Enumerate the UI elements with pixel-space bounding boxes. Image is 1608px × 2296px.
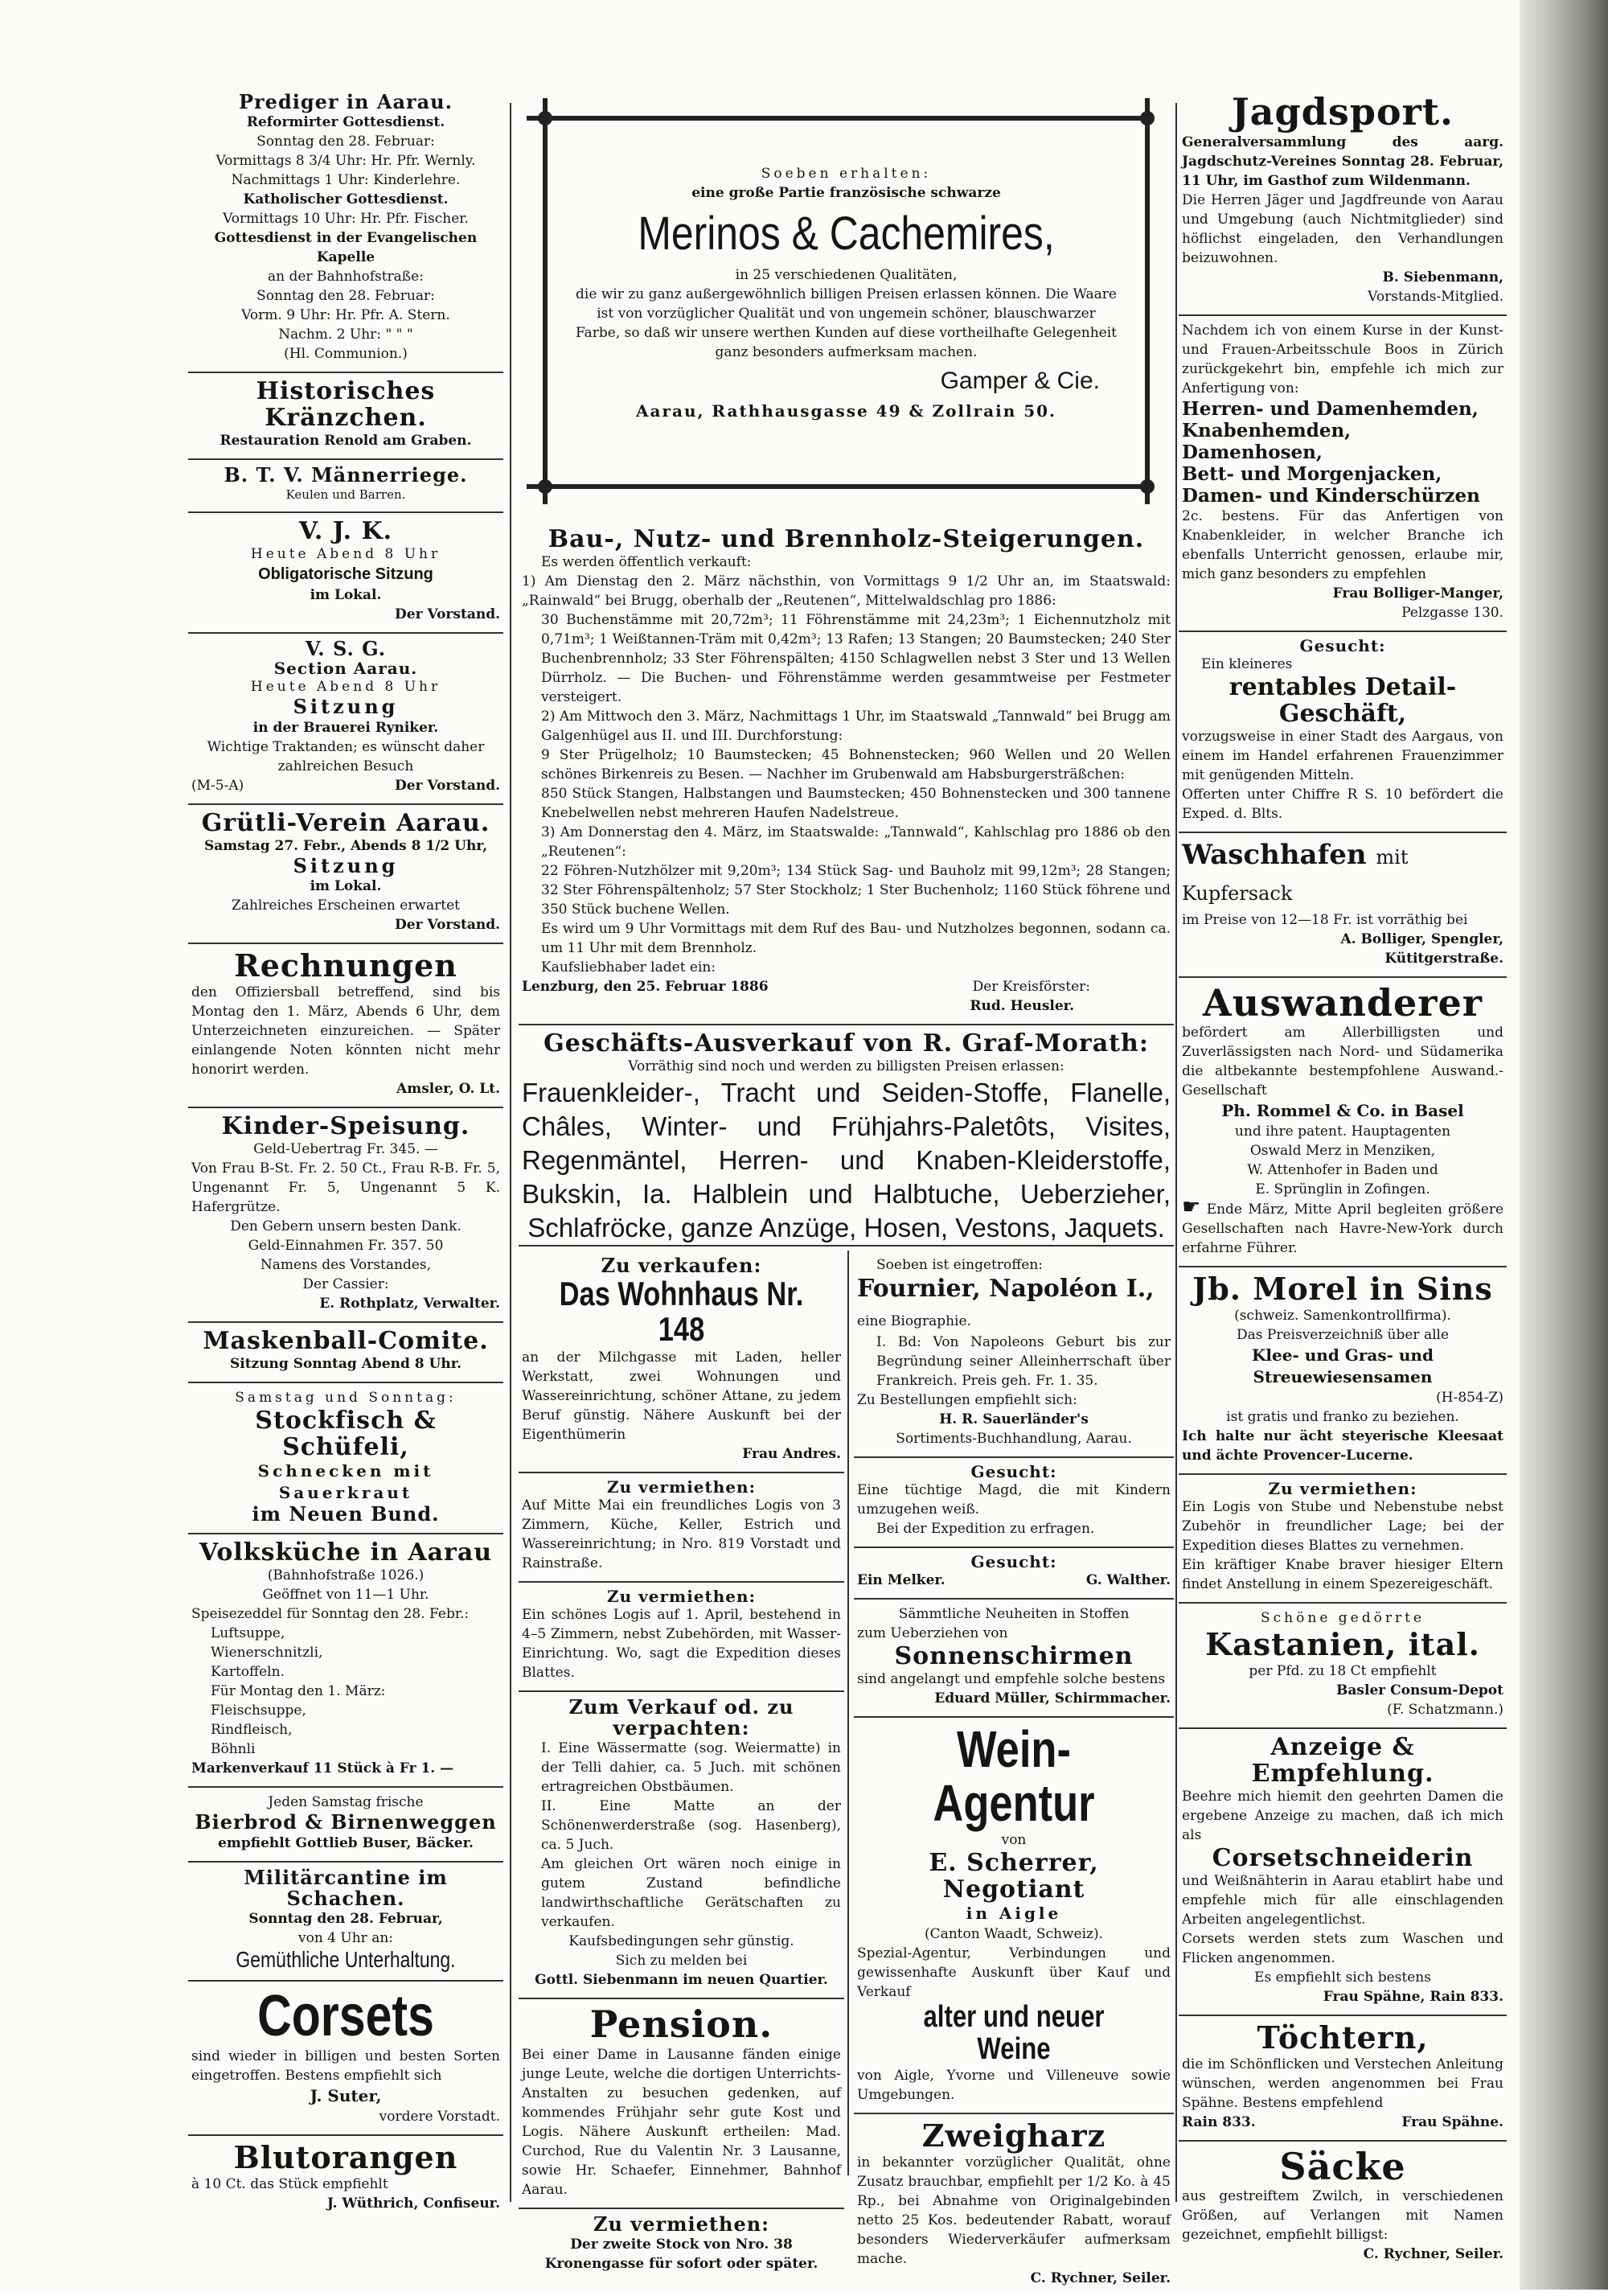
- ad-corsets: [188, 1982, 503, 2137]
- ad-reference: (H-854-Z): [1436, 1389, 1503, 1406]
- ad-text: 30 Buchenstämme mit 20,72m³; 11 Föhrenstämme mit 24,23m³; 1 Eichennutzholz mit 0,71m³; 1 Weißtannen-Träm mit 0,42m³; 13 Rafen; 13 Stangen; 20 Baumstecken; 240 Ster Buchenbrennholz; 33 Ster Föhrenspälten; 4150 Schlagwellen nebst 3 Ster und 13 Wellen Dürrholz. — Die Buchen- und Föhrenstämme werden gesammtweise per Festmeter versteigert.: [541, 612, 1171, 705]
- ad-heading: Zum Verkauf od. zu verpachten:: [568, 1694, 794, 1739]
- ad-line: von: [1001, 1832, 1027, 1849]
- ad-signature: Pelzgasse 130.: [1401, 604, 1503, 621]
- ad-pension: [519, 1999, 844, 2209]
- ad-text: die im Schönflicken und Verstechen Anleitung wünschen, werden angenommen bei Frau Spähne. Bestens empfehlend: [1182, 2056, 1503, 2111]
- ad-magd: [854, 1458, 1174, 1548]
- ad-title: B. T. V. Männerriege.: [224, 463, 468, 487]
- ad-line: Namens des Vorstandes,: [260, 1256, 432, 1273]
- ad-zweiter-stock: [519, 2209, 844, 2282]
- ad-title: Historisches Kränzchen.: [256, 377, 436, 433]
- ad-highlight: alter und neuer Weine: [923, 2000, 1105, 2067]
- ad-title: Jagdsport.: [1231, 90, 1454, 133]
- ad-signature: Frau Andres.: [742, 1445, 841, 1462]
- ad-text: Beehre mich hiemit den geehrten Damen die ergebene Anzeige zu machen, daß ich mich als: [1182, 1788, 1503, 1843]
- ad-line: E. Sprünglin in Zofingen.: [1255, 1181, 1430, 1198]
- ad-title: Merinos & Cachemires,: [638, 207, 1055, 260]
- ad-vermiethen-knabe: [1179, 1475, 1507, 1604]
- ad-line: (schweiz. Samenkontrollfirma).: [1234, 1307, 1451, 1324]
- column-left: [188, 87, 503, 2221]
- ad-bierbrod: [188, 1788, 503, 1862]
- ad-text: 2) Am Mittwoch den 3. März, Nachmittags 1 Uhr, im Staatswald „Tannwald“ bei Brugg am Galgenhügel aus II. und III. Durchforstung:: [541, 709, 1171, 744]
- ad-blutorangen: [188, 2136, 503, 2221]
- ad-signature: Der Vorstand.: [395, 916, 500, 933]
- ad-line: Soeben erhalten:: [761, 166, 932, 182]
- ad-title: Waschhafen: [1182, 838, 1367, 871]
- ad-title: Töchtern,: [1257, 2019, 1429, 2056]
- ad-text: und Weißnähterin in Aarau etablirt habe und empfehle mich für alle einschlagenden Arbeiten angelegentlichst.: [1182, 1872, 1503, 1928]
- ad-title: Corsets: [257, 1983, 434, 2048]
- ad-subtitle: Keulen und Barren.: [285, 487, 406, 502]
- ad-title: Stockfisch & Schüfeli,: [255, 1406, 437, 1461]
- ad-line: Samstag und Sonntag:: [235, 1389, 457, 1406]
- ad-text: Spezial-Agentur, Verbindungen und gewissenhafte Auskunft über Kauf und Verkauf: [857, 1945, 1171, 2001]
- menu-item: Kartoffeln.: [211, 1664, 285, 1681]
- column-rule-right: [1175, 103, 1177, 2202]
- ad-toechtern: [1179, 2016, 1507, 2142]
- ad-sonnenschirme: [854, 1600, 1174, 1718]
- ad-service: Knabenhemden,: [1182, 419, 1352, 442]
- ad-title: Volksküche in Aarau: [199, 1538, 493, 1567]
- frame-bar: [543, 98, 548, 504]
- ad-text: Ein Logis von Stube und Nebenstube nebst Zubehör in freundlicher Lage; bei der Expedition dieses Blattes zu vernehmen.: [1182, 1498, 1503, 1554]
- ad-text: à 10 Ct. das Stück empfiehlt: [191, 2176, 388, 2193]
- frame-knot: [1140, 479, 1155, 494]
- ad-signature: H. R. Sauerländer's: [939, 1411, 1089, 1427]
- ad-line: ist gratis und franko zu beziehen.: [1226, 1408, 1459, 1425]
- ad-line: Sonntag den 28. Februar:: [256, 288, 435, 305]
- ad-signature: Frau Spähne.: [1401, 2113, 1503, 2130]
- ad-prediger: [188, 87, 503, 373]
- ad-text: I. Bd: Von Napoleons Geburt bis zur Begründung seiner Alleinherrschaft über Frankreich. Preis geh. Fr. 1. 35.: [876, 1334, 1171, 1389]
- frame-bar: [1145, 98, 1150, 504]
- ad-subtitle: Sitzung Sonntag Abend 8 Uhr.: [229, 1355, 462, 1372]
- ad-line: Sich zu melden bei: [615, 1953, 748, 1969]
- ad-merinos-frame: [527, 92, 1166, 510]
- ad-signature: Gottl. Siebenmann im neuen Quartier.: [535, 1972, 828, 1989]
- ad-text: Ende März, Mitte April begleiten größere Gesellschaften nach Havre-New-York durch erfahrne Führer.: [1182, 1201, 1504, 1257]
- ad-highlight: Corsetschneiderin: [1212, 1843, 1474, 1872]
- ad-line: Nachm. 2 Uhr: " " ": [278, 327, 413, 343]
- ad-heading: Gesucht:: [1299, 635, 1386, 655]
- column-rule-middle: [847, 1251, 849, 2175]
- ad-line: in der Brauerei Ryniker.: [252, 719, 439, 736]
- ad-line: in 25 verschiedenen Qualitäten,: [735, 267, 958, 283]
- frame-knot: [1140, 111, 1155, 125]
- ad-text: II. Eine Matte an der Schönenwerderstraße (sog. Hasenberg), ca. 5 Juch.: [541, 1798, 841, 1854]
- ad-text: 9 Ster Prügelholz; 10 Baumstecken; 45 Bohnenstecken; 960 Wellen und 20 Wellen schönes Birkenreis zu Besen. — Nachher im Grubenwald am Habsburgersträßchen:: [541, 747, 1171, 782]
- ad-line: Für Montag den 1. März:: [211, 1683, 386, 1700]
- ad-line: und ihre patent. Hauptagenten: [1234, 1123, 1451, 1140]
- ad-title: Zweigharz: [921, 2117, 1106, 2154]
- menu-item: Wienerschnitzli,: [211, 1645, 323, 1661]
- ad-text: Es wird um 9 Uhr Vormittags mit dem Ruf des Bau- und Nutzholzes begonnen, sodann ca. um 11 Uhr mit dem Brennholz.: [541, 921, 1171, 956]
- ad-signature: G. Walther.: [1085, 1572, 1171, 1588]
- ad-heading: Gesucht:: [970, 1462, 1057, 1481]
- frame-knot: [538, 111, 552, 125]
- pointing-hand-icon: ☛: [1182, 1195, 1201, 1220]
- ad-kastanien: [1179, 1604, 1507, 1729]
- ad-line: Es empfiehlt sich bestens: [1254, 1969, 1431, 1986]
- ad-text: 2c. bestens. Für das Anfertigen von Knabenkleider, in welcher Branche ich ebenfalls Unterricht genossen, erlaube mir, mich ganz besonders zu empfehlen: [1182, 507, 1503, 582]
- ad-text: Auf Mitte Mai ein freundliches Logis von 3 Zimmern, Küche, Keller, Estrich und Wassereinrichtung; in Nro. 819 Vorstadt und Rainstraße.: [522, 1497, 841, 1571]
- ad-auswanderer: [1179, 978, 1507, 1268]
- ad-detail-geschaeft: [1179, 632, 1507, 833]
- ad-signature: J. Suter,: [310, 2086, 382, 2106]
- ad-graf-morath: [519, 1025, 1174, 1253]
- ad-line: Nachmittags 1 Uhr: Kinderlehre.: [231, 172, 461, 189]
- ad-line: Vormittags 8 3/4 Uhr: Hr. Pfr. Wernly.: [215, 153, 476, 170]
- ad-text: Ich halte nur ächt steyerische Kleesaat und ächte Provencer-Lucerne.: [1182, 1427, 1503, 1464]
- ad-line: Oswald Merz in Menziken,: [1249, 1143, 1436, 1160]
- ad-title: Jb. Morel in Sins: [1192, 1271, 1493, 1308]
- ad-line: Geöffnet von 11—1 Uhr.: [262, 1587, 429, 1604]
- ad-text: Am gleichen Ort wären noch einige in gutem Zustand befindliche landwirthschaftliche Gerätschaften zu verkaufen.: [541, 1856, 841, 1931]
- ad-line: Den Gebern unsern besten Dank.: [230, 1218, 461, 1234]
- ad-line: in Aigle: [966, 1904, 1062, 1924]
- ad-text: aus gestreiftem Zwilch, in verschiedenen Größen, auf Verlangen mit Namen gezeichnet, empfiehlt billigst:: [1182, 2188, 1503, 2244]
- ad-vsg: [188, 634, 503, 805]
- ad-title: Grütli-Verein Aarau.: [201, 808, 490, 837]
- ad-title: Sonnenschirmen: [894, 1642, 1134, 1670]
- ad-signature: Der Vorstand.: [395, 777, 500, 794]
- ad-saecke: [1179, 2142, 1507, 2273]
- ad-title: Prediger in Aarau.: [238, 90, 453, 113]
- ad-text: den Offiziersball betreffend, sind bis Montag den 1. März, Abends 6 Uhr, dem Unterzeichneten einzureichen. — Später einlangende Noten könnten nicht mehr honorirt werden.: [191, 984, 500, 1078]
- ad-title-tail: mit Kupfersack: [1182, 845, 1409, 905]
- ad-title: Wein-Agentur: [933, 1720, 1095, 1833]
- ad-heading: Gesucht:: [970, 1552, 1057, 1571]
- ad-line: Sitzung: [293, 695, 399, 719]
- ad-text: 22 Föhren-Nutzhölzer mit 9,20m³; 134 Stück Sag- und Bauholz mit 99,12m³; 28 Stangen; 32 Ster Föhrenspältenholz; 57 Ster Stockholz; 1 Ster Buchenholz; 1160 Stück föhrene und 350 Stück buchene Wellen.: [541, 863, 1171, 918]
- ad-text: Frauenkleider-, Tracht und Seiden-Stoffe, Flanelle, Châles, Winter- und Frühjahrs-Paletôts, Visites, Regenmäntel, Herren- und Knaben-Kleiderstoffe, Bukskin, Ia. Halblein und Halbtuche, Ueberzieher, Schlafröcke, ganze Anzüge, Hosen, Vestons, Jaquets.: [522, 1078, 1171, 1242]
- book-binding-edge: [1520, 0, 1608, 2290]
- ad-line: Jeden Samstag frische: [268, 1794, 424, 1811]
- ad-title: Säcke: [1279, 2144, 1406, 2188]
- ad-product: Klee- und Gras- und Streuewiesensamen: [1252, 1345, 1434, 1386]
- ad-heading: Zu verkaufen:: [601, 1254, 762, 1277]
- ad-title: V. S. G.: [305, 636, 387, 660]
- ad-heading: Zu vermiethen:: [607, 1586, 756, 1606]
- ad-zweigharz: [854, 2114, 1174, 2296]
- ad-text: an der Milchgasse mit Laden, heller Werkstatt, zwei Wohnungen und Wassereinrichtung, schöner Attane, zu jedem Beruf günstig. Nähere Auskunft bei der Eigenthümerin: [522, 1349, 841, 1443]
- ad-title: Kinder-Speisung.: [221, 1111, 470, 1140]
- ad-maskenball: [188, 1323, 503, 1383]
- ad-service: Herren- und Damenhemden,: [1182, 397, 1479, 420]
- ad-line: Obligatorische Sitzung: [258, 565, 433, 583]
- ad-title: Rechnungen: [234, 947, 457, 984]
- ad-heading: Zu vermiethen:: [593, 2212, 770, 2236]
- menu-item: Luftsuppe,: [211, 1625, 285, 1642]
- ad-text: I. Eine Wässermatte (sog. Weiermatte) in der Telli dahier, ca. 5 Juch. mit schönen ertragreichen Obstbäumen.: [541, 1740, 841, 1796]
- menu-item: Rindfleisch,: [211, 1722, 293, 1739]
- ad-title: Anzeige & Empfehlung.: [1251, 1732, 1434, 1788]
- ad-text: die wir zu ganz außergewöhnlich billigen Preisen erlassen können. Die Waare ist von vorzüglicher Qualität und von ungemein schöner, blauschwarzer Farbe, so daß wir unsere werthen Kunden auf diese vortheilhafte Gelegenheit ganz besonders aufmerksam machen.: [575, 286, 1118, 360]
- ad-service: Damen- und Kinderschürzen: [1182, 484, 1480, 507]
- column-middle: [519, 87, 1174, 1253]
- ad-service: Damenhosen,: [1182, 441, 1323, 463]
- ad-text: 1) Am Dienstag den 2. März nächsthin, von Vormittags 9 1/2 Uhr an, im Staatswald: „Rainwald“ bei Brugg, oberhalb der „Reutenen“, Mittelwaldschlag pro 1886:: [522, 573, 1171, 609]
- ad-gruetli: [188, 805, 503, 944]
- ad-kraenzchen: [188, 373, 503, 460]
- ad-text: 3) Am Donnerstag den 4. März, im Staatswalde: „Tannwald“, Kahlschlag pro 1886 ob den „Reutenen“:: [541, 824, 1171, 860]
- ad-line: an der Bahnhofstraße:: [268, 269, 424, 285]
- menu-item: Fleischsuppe,: [211, 1702, 306, 1719]
- ad-morel: [1179, 1267, 1507, 1475]
- ad-line: Zahlreiches Erscheinen erwartet: [232, 897, 460, 914]
- ad-signature: Rud. Heusler.: [970, 998, 1074, 1014]
- ad-text: vorzugsweise in einer Stadt des Aargaus, von einem im Handel erfahrenen Frauenzimmer mit genügenden Mitteln.: [1182, 728, 1503, 783]
- frame-bar: [527, 484, 1150, 489]
- ad-line: Der Cassier:: [302, 1275, 389, 1292]
- ad-text: Die Herren Jäger und Jagdfreunde von Aarau und Umgebung (auch Nichtmitglieder) sind höflichst eingeladen, den Verhandlungen beizuwohnen.: [1182, 191, 1503, 266]
- ad-line: Geld-Uebertrag Fr. 345. —: [253, 1140, 438, 1157]
- ad-title: Auswanderer: [1202, 980, 1483, 1025]
- ad-signature: C. Rychner, Seiler.: [1030, 2269, 1171, 2286]
- ad-text: per Pfd. zu 18 Ct empfiehlt: [1249, 1662, 1437, 1679]
- ad-text: Von Frau B-St. Fr. 2. 50 Ct., Frau R-B. Fr. 5, Ungenannt Fr. 5, Ungenannt 5 K. Hafergrütze.: [191, 1160, 500, 1215]
- menu-item: Böhnli: [211, 1741, 256, 1758]
- ad-line: Geld-Einnahmen Fr. 357. 50: [248, 1237, 444, 1254]
- ad-line: Vormittags 10 Uhr: Hr. Pfr. Fischer.: [223, 211, 469, 228]
- ad-title: Das Wohnhaus Nr. 148: [559, 1275, 804, 1349]
- ad-text: Ein Melker.: [857, 1572, 946, 1588]
- ad-line: im Neuen Bund.: [252, 1501, 440, 1526]
- ad-title: rentables Detail-Geschäft,: [1229, 672, 1457, 728]
- ad-kinder-speisung: [188, 1108, 503, 1323]
- ad-place: Rain 833.: [1182, 2113, 1256, 2130]
- column-rule-left: [510, 103, 511, 2202]
- ad-militaercantine: [188, 1863, 503, 1982]
- ad-text: befördert am Allerbilligsten und Zuverlässigsten nach Nord- und Südamerika die altbekannte bestempfohlene Auswand.-Gesellschaft: [1182, 1025, 1503, 1099]
- ad-fournier: [854, 1251, 1174, 1458]
- ad-signature: Vorstands-Mitglied.: [1368, 288, 1503, 305]
- ad-rechnungen: [188, 944, 503, 1108]
- ad-heading: Zu vermiethen:: [1268, 1478, 1417, 1498]
- ad-line: Es werden öffentlich verkauft:: [541, 554, 752, 570]
- ad-title: Fournier, Napoléon I.,: [857, 1275, 1155, 1303]
- ad-text: 850 Stück Stangen, Halbstangen und Baumstecken; 450 Bohnenstecken und 300 tannene Knebelwellen nebst mehreren Haufen Nadelstreue.: [541, 786, 1171, 821]
- ad-subtitle: Restauration Renold am Graben.: [219, 433, 472, 450]
- ad-signature: A. Bolliger, Spengler,: [1340, 930, 1503, 947]
- ad-line: Markenverkauf 11 Stück à Fr 1. —: [191, 1760, 454, 1777]
- ad-line: zum Ueberziehen von: [857, 1625, 1008, 1641]
- ad-signature: B. Siebenmann,: [1382, 269, 1503, 285]
- ad-line: Vorräthig sind noch und werden zu billigsten Preisen erlassen:: [628, 1058, 1064, 1074]
- ad-title-tail: eine Biographie.: [857, 1313, 971, 1329]
- ad-text: in bekannter vorzüglicher Qualität, ohne Zusatz brauchbar, empfiehlt per 1/2 Ko. à 45 Rp., bei Abnahme von Originalgebinden netto 25 Kos. bedeutender Rabatt, worauf besonders Wiederverkäufer aufmerksam mache.: [857, 2154, 1171, 2267]
- ad-line: Schöne gedörrte: [1261, 1609, 1425, 1626]
- ad-line: Zu Bestellungen empfiehlt sich:: [857, 1392, 1077, 1408]
- ad-stockfisch: [188, 1383, 503, 1534]
- ad-line: Heute Abend 8 Uhr: [250, 679, 441, 696]
- ad-line: W. Attenhofer in Baden und: [1247, 1162, 1438, 1179]
- ad-service: Bett- und Morgenjacken,: [1182, 462, 1442, 485]
- ad-signature: Kütitgerstraße.: [1384, 950, 1503, 967]
- ad-wohnhaus: [519, 1251, 844, 1473]
- ad-title: Militärcantine im Schachen.: [244, 1865, 448, 1910]
- ad-logis-mai: [519, 1473, 844, 1583]
- ad-line: Bei der Expedition zu erfragen.: [876, 1521, 1095, 1537]
- ad-line: (Bahnhofstraße 1026.): [267, 1567, 425, 1584]
- ad-text: sind angelangt und empfehle solche bestens: [857, 1671, 1166, 1687]
- ad-line: Vorm. 9 Uhr: Hr. Pfr. A. Stern.: [241, 307, 450, 324]
- ad-line: eine große Partie französische schwarze: [691, 185, 1001, 201]
- ad-line: Schnecken mit Sauerkraut: [257, 1460, 434, 1502]
- ad-signature: vordere Vorstadt.: [379, 2109, 500, 2126]
- ad-line: (Hl. Communion.): [284, 346, 408, 363]
- ad-text: Bei einer Dame in Lausanne fänden einige junge Leute, welche die dortigen Unterrichts-Anstalten zu besuchen gedenken, auf kommendes Frühjahr sehr gute Kost und Logis. Nähere Auskunft ertheilen: Mad. Curchod, Rue du Valentin Nr. 3 Lausanne, sowie Hr. Schaefer, Einnehmer, Bahnhof Aarau.: [522, 2046, 841, 2198]
- ad-text: Wichtige Traktanden; es wünscht daher zahlreichen Besuch: [207, 738, 485, 774]
- column-middle-left: [519, 1251, 844, 2282]
- ad-signature: C. Rychner, Seiler.: [1363, 2246, 1503, 2263]
- ad-title: Pension.: [589, 2002, 773, 2047]
- ad-line: Soeben ist eingetroffen:: [876, 1257, 1044, 1273]
- ad-text: Generalversammlung des aarg. Jagdschutz-Vereines Sonntag 28. Februar, 11 Uhr, im Gasthof zum Wildenmann.: [1182, 133, 1503, 189]
- ad-reference: (M-5-A): [191, 777, 244, 794]
- ad-place-date: Lenzburg, den 25. Februar 1886: [522, 979, 769, 995]
- ad-kunstschule: [1179, 316, 1507, 632]
- ad-text: von Aigle, Yvorne und Villeneuve sowie Umgebungen.: [857, 2068, 1171, 2104]
- ad-line: Speisezeddel für Sonntag den 28. Febr.:: [191, 1606, 470, 1623]
- ad-firm: Ph. Rommel & Co. in Basel: [1221, 1101, 1464, 1121]
- column-middle-right: [854, 1251, 1174, 2296]
- ad-title: Blutorangen: [233, 2139, 458, 2176]
- frame-bar: [527, 116, 1150, 121]
- ad-line: Samstag 27. Febr., Abends 8 1/2 Uhr,: [204, 837, 487, 854]
- section-rule: [519, 1245, 1174, 1247]
- column-right: [1179, 87, 1507, 2272]
- ad-title: Maskenball-Comite.: [203, 1326, 489, 1355]
- ad-title: Geschäfts-Ausverkauf von R. Graf-Morath:: [544, 1029, 1149, 1058]
- ad-line: Gemüthliche Unterhaltung.: [236, 1947, 456, 1973]
- ad-logis-april: [519, 1583, 844, 1692]
- ad-firm: Gamper & Cie.: [940, 368, 1100, 394]
- ad-signature: Frau Spähne, Rain 833.: [1323, 1988, 1503, 2005]
- ad-line: Sitzung: [293, 853, 399, 877]
- ad-melker: [854, 1548, 1174, 1600]
- ad-line: von 4 Uhr an:: [297, 1930, 394, 1947]
- ad-line: (Canton Waadt, Schweiz).: [924, 1926, 1104, 1943]
- ad-signature: Frau Bolliger-Manger,: [1332, 585, 1503, 602]
- ad-signature: (F. Schatzmann.): [1387, 1701, 1503, 1718]
- ad-text: Ein schönes Logis auf 1. April, bestehend in 4–5 Zimmern, nebst Zubehörden, mit Wasser-Einrichtung. Wo, sagt die Expedition dieses Blattes.: [522, 1606, 841, 1681]
- ad-signature: J. Wüthrich, Confiseur.: [326, 2195, 500, 2212]
- ad-title: V. J. K.: [298, 516, 393, 545]
- ad-text: sind wieder in billigen und besten Sorten eingetroffen. Bestens empfiehlt sich: [191, 2048, 500, 2084]
- ad-text: Ein kräftiger Knabe braver hiesiger Eltern findet Anstellung in einem Spezereigeschäft.: [1182, 1556, 1503, 1592]
- ad-text: Eine tüchtige Magd, die mit Kindern umzugehen weiß.: [857, 1482, 1171, 1518]
- frame-knot: [538, 479, 552, 494]
- ad-jagdsport: [1179, 87, 1507, 316]
- ad-signature: Eduard Müller, Schirmmacher.: [934, 1690, 1171, 1707]
- ad-signature: Amsler, O. Lt.: [396, 1080, 500, 1097]
- ad-signature-title: Der Kreisförster:: [972, 979, 1090, 995]
- ad-verkauf-verpachten: [519, 1692, 844, 2000]
- ad-text: Corsets werden stets zum Waschen und Flicken angenommen.: [1182, 1930, 1503, 1966]
- ad-line: Kaufsliebhaber ladet ein:: [541, 959, 716, 975]
- ad-line: im Lokal.: [310, 586, 382, 603]
- ad-line: Kaufsbedingungen sehr günstig.: [568, 1933, 794, 1950]
- ad-wein-agentur: [854, 1718, 1174, 2114]
- ad-holz: [519, 521, 1174, 1025]
- ad-line: im Lokal.: [310, 877, 382, 894]
- ad-signature: Sortiments-Buchhandlung, Aarau.: [896, 1431, 1132, 1447]
- ad-line: Sonntag den 28. Februar:: [256, 133, 435, 150]
- ad-line: Sämmtliche Neuheiten in Stoffen: [898, 1606, 1130, 1622]
- ad-address: Aarau, Rathhausgasse 49 & Zollrain 50.: [635, 401, 1057, 421]
- ad-line: Sonntag den 28. Februar,: [248, 1911, 443, 1928]
- ad-line: Das Preisverzeichniß über alle: [1236, 1326, 1450, 1343]
- ad-subtitle: Reformirter Gottesdienst.: [246, 114, 445, 131]
- ad-line: empfiehlt Gottlieb Buser, Bäcker.: [218, 1834, 474, 1851]
- ad-subtitle: Katholischer Gottesdienst.: [243, 191, 449, 208]
- ad-volkskueche: [188, 1534, 503, 1788]
- ad-anzeige-empfehlung: [1179, 1729, 1507, 2016]
- ad-vjk: [188, 513, 503, 634]
- ad-heading: Zu vermiethen:: [607, 1477, 756, 1497]
- ad-text: Offerten unter Chiffre R S. 10 befördert die Exped. d. Blts.: [1182, 786, 1503, 822]
- ad-subtitle: Gottesdienst in der Evangelischen Kapelle: [214, 230, 478, 266]
- ad-title: Bau-, Nutz- und Brennholz-Steigerungen.: [548, 525, 1145, 553]
- ad-waschhafen: [1179, 833, 1507, 978]
- ad-signature: Der Vorstand.: [395, 606, 500, 622]
- ad-signature: E. Rothplatz, Verwalter.: [319, 1295, 500, 1312]
- ad-subtitle: Section Aarau.: [273, 659, 418, 679]
- ad-signature: Basler Consum-Depot: [1336, 1682, 1503, 1698]
- ad-title: Kastanien, ital.: [1205, 1625, 1480, 1662]
- ad-text: Der zweite Stock von Nro. 38 Kronengasse für sofort oder später.: [544, 2236, 818, 2273]
- ad-text: Nachdem ich von einem Kurse in der Kunst- und Frauen-Arbeitsschule Boos in Zürich zurückgekehrt bin, empfehle ich mich zur Anfertigung von:: [1182, 322, 1503, 396]
- ad-btv: [188, 460, 503, 512]
- ad-text: im Preise von 12—18 Fr. ist vorräthig bei: [1182, 911, 1468, 928]
- ad-name: E. Scherrer, Negotiant: [929, 1849, 1099, 1904]
- ad-line: Heute Abend 8 Uhr: [250, 545, 441, 562]
- ad-line: Ein kleineres: [1201, 655, 1293, 672]
- ad-title: Bierbrod & Birnenweggen: [195, 1810, 497, 1834]
